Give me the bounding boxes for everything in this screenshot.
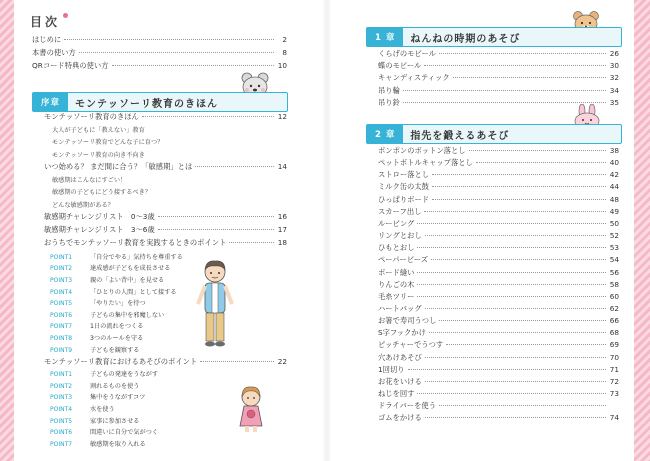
dot-leader: [417, 272, 606, 273]
point-number: POINT3: [50, 277, 73, 284]
point-item[interactable]: [50, 381, 140, 390]
prologue-subsection: 敏感期の子どもにどう接するべき？: [52, 189, 151, 197]
front-matter-item[interactable]: [32, 61, 287, 71]
chapter2-item[interactable]: [378, 340, 619, 350]
point-number: POINT9: [50, 346, 73, 354]
entry-title: 1回切り: [378, 364, 405, 374]
point-item[interactable]: [50, 333, 143, 342]
chapter2-title: 指先を鍛えるあそび: [410, 130, 510, 142]
page-number: 72: [609, 376, 619, 386]
chapter2-item[interactable]: [378, 195, 619, 205]
prologue-section[interactable]: [44, 162, 287, 172]
point-number: POINT4: [50, 288, 73, 296]
page-number: 34: [609, 85, 619, 95]
entry-title: ドライバーを使う: [378, 401, 437, 411]
page-number: 16: [277, 211, 287, 221]
dot-leader: [432, 186, 606, 187]
chapter2-item[interactable]: [378, 231, 619, 241]
entry-title: ひっぱりボード: [378, 194, 430, 204]
page-number: 49: [609, 206, 619, 216]
page-number: 58: [609, 279, 619, 289]
dot-leader: [432, 174, 606, 175]
dot-leader: [425, 417, 606, 418]
front-matter-item[interactable]: [32, 48, 287, 58]
chapter2-item[interactable]: [378, 292, 619, 302]
page-number: 74: [609, 413, 619, 423]
dot-leader: [408, 369, 606, 370]
front-matter-item[interactable]: [32, 35, 287, 45]
chapter2-item[interactable]: [378, 243, 619, 253]
page-number: 62: [609, 303, 619, 313]
dot-leader: [439, 405, 606, 406]
page-number: 17: [277, 224, 287, 234]
point-text: 親の「よい背中」を見せる: [90, 277, 165, 284]
point-text: 1日の流れをつくる: [90, 323, 144, 331]
entry-title: 蝶のモビール: [378, 61, 422, 71]
toc-heading: 目次: [30, 13, 68, 30]
child-illustration: [234, 384, 268, 434]
point-text: 3つのルールを守る: [90, 335, 144, 342]
entry-title: ポンポンのボットン落とし: [378, 146, 466, 155]
dot-leader: [429, 332, 606, 333]
page-number: 12: [277, 112, 287, 121]
dot-leader: [453, 77, 606, 78]
chapter1-item[interactable]: [378, 49, 619, 59]
point-item[interactable]: [50, 416, 140, 425]
prologue-subsection: 大人が子どもに「教えない」教育: [52, 127, 145, 134]
point-number: POINT6: [50, 429, 73, 437]
chapter2-item[interactable]: [378, 146, 619, 156]
dot-leader: [476, 162, 606, 163]
entry-title: 穴あけあそび: [378, 352, 422, 362]
page-number: 14: [277, 161, 287, 171]
point-number: POINT5: [50, 300, 73, 308]
dot-leader: [64, 39, 274, 40]
point-text: 子どもを観察する: [90, 346, 140, 354]
left-decorative-stripe: [0, 0, 14, 461]
entry-title: ルービング: [378, 218, 415, 228]
entry-title: ねじを回す: [378, 389, 415, 398]
dot-leader: [79, 52, 274, 53]
chapter1-item[interactable]: [378, 86, 619, 96]
chapter2-item[interactable]: [378, 219, 619, 229]
dot-leader: [158, 216, 274, 217]
prologue-section[interactable]: [44, 112, 287, 122]
point-text: 集中をうながすコツ: [90, 394, 146, 402]
dot-leader: [446, 344, 606, 345]
page-number: 32: [609, 73, 619, 83]
dot-leader: [158, 229, 274, 230]
entry-title: お花をいける: [378, 376, 422, 386]
dot-leader: [424, 65, 606, 66]
entry-title: ひもとおし: [378, 243, 415, 253]
entry-title: スカーフ出し: [378, 206, 422, 216]
page-number: 18: [277, 237, 287, 247]
chapter2-banner: [366, 124, 622, 144]
page-number: 52: [609, 231, 619, 241]
dot-leader: [417, 284, 606, 285]
point-text: 間違いに自分で気がつく: [90, 429, 159, 437]
entry-title: リングとおし: [378, 231, 422, 241]
page-number: 8: [282, 48, 287, 57]
point-item[interactable]: [50, 275, 164, 284]
point-text: 「やりたい」を待つ: [90, 300, 146, 308]
chapter1-banner: [366, 27, 622, 47]
entry-title: QRコード特典の使い方: [32, 61, 109, 70]
dot-leader: [417, 223, 606, 224]
dot-leader: [431, 259, 606, 260]
page-number: 56: [609, 267, 619, 277]
father-illustration: [194, 258, 236, 350]
chapter2-item[interactable]: [378, 389, 619, 399]
dot-leader: [432, 199, 606, 200]
dot-leader: [439, 320, 606, 321]
point-number: POINT1: [50, 371, 73, 379]
point-text: 子どもの集中を邪魔しない: [90, 311, 165, 319]
entry-title: モンテッソーリ教育におけるあそびのポイント: [44, 357, 198, 367]
point-number: POINT7: [50, 440, 73, 448]
prologue-subsection: モンテッソーリ教育でどんな子に育つ？: [52, 139, 164, 147]
entry-title: 本書の使い方: [32, 48, 76, 57]
page-gutter: [322, 0, 332, 461]
chapter2-tag: 2 章: [367, 125, 403, 143]
point-text: 子どもの発達をうながす: [90, 371, 159, 379]
chapter2-item[interactable]: [378, 365, 619, 375]
chapter2-item[interactable]: [378, 328, 619, 338]
page-number: 71: [609, 364, 619, 374]
entry-title: 吊り鈴: [378, 97, 400, 107]
entry-title: くらげのモビール: [378, 49, 436, 58]
dot-leader: [417, 296, 606, 297]
chapter2-item[interactable]: [378, 280, 619, 290]
chapter1-title: ねんねの時期のあそび: [410, 33, 521, 45]
chapter2-item[interactable]: [378, 255, 619, 265]
prologue-subsection: どんな敏感期がある？: [52, 201, 114, 209]
point-item[interactable]: [50, 404, 115, 413]
point-number: POINT2: [50, 382, 73, 390]
entry-title: ハートバッグ: [378, 303, 422, 313]
chapter2-item[interactable]: [378, 304, 619, 314]
dot-leader: [142, 116, 274, 117]
page-number: 53: [609, 243, 619, 253]
entry-title: お箸で寿司うつし: [378, 316, 437, 326]
point-number: POINT1: [50, 253, 73, 261]
chapter2-item[interactable]: [378, 401, 619, 411]
point-item[interactable]: [50, 263, 170, 272]
page-number: 30: [609, 61, 619, 71]
page-number: 60: [609, 291, 619, 301]
page-number: 50: [609, 218, 619, 228]
right-decorative-stripe: [634, 0, 650, 461]
dot-leader: [229, 242, 274, 243]
point-item[interactable]: [50, 439, 146, 448]
point-text: 水を使う: [90, 406, 115, 413]
dot-leader: [195, 166, 274, 167]
entry-title: 毛糸ツリー: [378, 291, 415, 301]
dot-leader: [424, 211, 606, 212]
prologue-banner: [32, 92, 288, 112]
entry-title: ペットボトルキャップ落とし: [378, 158, 473, 168]
dot-leader: [425, 357, 606, 358]
entry-title: おうちでモンテッソーリ教育を実践するときのポイント: [44, 237, 227, 247]
entry-title: いつ始める？ まだ間に合う？「敏感期」とは: [44, 161, 193, 171]
chapter2-item[interactable]: [378, 207, 619, 217]
entry-title: ミルク缶の太鼓: [378, 182, 429, 192]
entry-title: ペーパービーズ: [378, 255, 429, 265]
page-number: 10: [277, 61, 287, 70]
entry-title: ピッチャーでうつす: [378, 340, 444, 350]
point-item[interactable]: [50, 392, 145, 401]
point-number: POINT8: [50, 335, 73, 342]
chapter1-item[interactable]: [378, 73, 619, 83]
dot-leader: [425, 381, 606, 382]
dot-leader: [425, 235, 606, 236]
chapter2-item[interactable]: [378, 413, 619, 423]
entry-title: モンテッソーリ教育のきほん: [44, 112, 139, 121]
prologue-section[interactable]: [44, 225, 287, 235]
page-number: 69: [609, 340, 619, 350]
entry-title: S字フックかけ: [378, 328, 426, 338]
point-item[interactable]: [50, 298, 146, 307]
chapter2-item[interactable]: [378, 353, 619, 363]
page-number: 44: [609, 182, 619, 192]
page-number: 54: [609, 255, 619, 265]
prologue-section[interactable]: [44, 212, 287, 222]
point-text: 家事に参加させる: [90, 417, 140, 425]
point-text: 「ひとりの人間」として接する: [90, 288, 177, 296]
page-number: 42: [609, 170, 619, 180]
prologue-subsection: モンテッソーリ教育の向き不向き: [52, 151, 145, 159]
chapter2-item[interactable]: [378, 182, 619, 192]
point-text: 割れるものを使う: [90, 382, 140, 390]
dot-leader: [403, 102, 606, 103]
point-item[interactable]: [50, 369, 158, 378]
entry-title: 敏感期チャレンジリスト 0〜3歳: [44, 211, 155, 221]
entry-title: 吊り輪: [378, 85, 400, 95]
page-number: 2: [282, 35, 287, 44]
chapter2-item[interactable]: [378, 316, 619, 326]
prologue-section[interactable]: [44, 357, 287, 367]
point-number: POINT6: [50, 311, 73, 319]
prologue-title: モンテッソーリ教育のきほん: [75, 98, 219, 110]
dot-leader: [439, 53, 606, 54]
dot-leader: [403, 90, 606, 91]
point-text: 「自分でやる」気持ちを尊重する: [90, 253, 183, 261]
entry-title: りんごの木: [378, 279, 415, 289]
page-number: 66: [609, 316, 619, 326]
chapter1-tag: 1 章: [367, 28, 403, 46]
dot-leader: [112, 65, 275, 66]
chapter2-item[interactable]: [378, 158, 619, 168]
prologue-section[interactable]: [44, 238, 287, 248]
prologue-subsection: 敏感期はこんなにすごい！: [52, 176, 127, 184]
dot-leader: [469, 150, 606, 151]
point-number: POINT3: [50, 394, 73, 402]
point-item[interactable]: [50, 345, 140, 354]
entry-title: キャンディスティック: [378, 73, 450, 83]
point-text: 達成感が子どもを成長させる: [90, 265, 171, 273]
point-item[interactable]: [50, 310, 164, 319]
page-number: 68: [609, 328, 619, 338]
page-number: 70: [609, 352, 619, 362]
dot-leader: [425, 308, 606, 309]
chapter2-item[interactable]: [378, 268, 619, 278]
point-item[interactable]: [50, 321, 143, 330]
dot-leader: [417, 393, 606, 394]
page-number: 48: [609, 194, 619, 204]
prologue-tag: 序章: [33, 93, 68, 111]
dot-leader: [417, 247, 606, 248]
page-number: 26: [609, 49, 619, 58]
page-number: 38: [609, 146, 619, 155]
chapter2-item[interactable]: [378, 170, 619, 180]
page-number: 35: [609, 97, 619, 107]
dot-leader: [200, 361, 274, 362]
point-number: POINT2: [50, 265, 73, 273]
entry-title: ストロー落とし: [378, 170, 430, 180]
point-text: 敏感期を取り入れる: [90, 440, 146, 448]
point-number: POINT5: [50, 417, 73, 425]
point-item[interactable]: [50, 427, 158, 436]
point-number: POINT4: [50, 406, 73, 413]
page-number: 40: [609, 158, 619, 168]
entry-title: ボード縫い: [378, 267, 415, 277]
entry-title: ゴムをかける: [378, 413, 422, 423]
chapter1-item[interactable]: [378, 61, 619, 71]
chapter2-item[interactable]: [378, 377, 619, 387]
page-number: 73: [609, 389, 619, 398]
point-number: POINT7: [50, 323, 73, 331]
point-item[interactable]: [50, 252, 183, 261]
entry-title: はじめに: [32, 35, 62, 44]
page-number: 22: [277, 357, 287, 367]
entry-title: 敏感期チャレンジリスト 3〜6歳: [44, 224, 155, 234]
point-item[interactable]: [50, 287, 177, 296]
